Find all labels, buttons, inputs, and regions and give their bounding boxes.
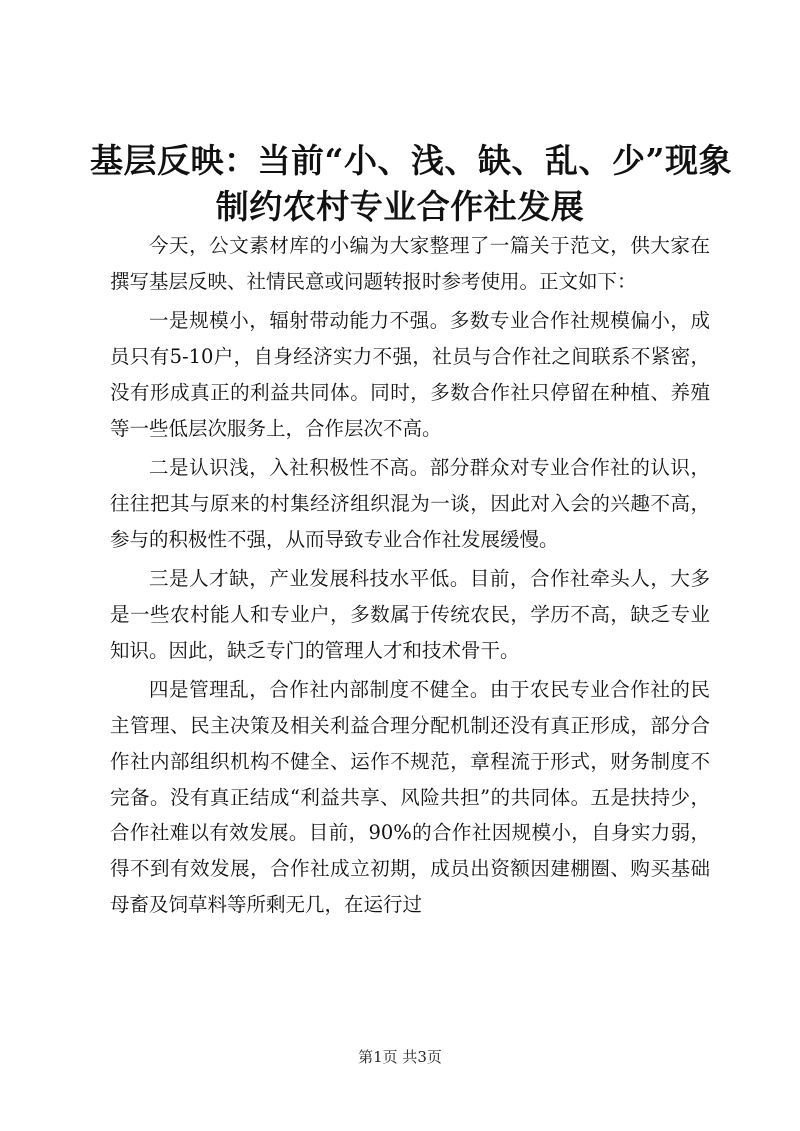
paragraph-point-4: 四是管理乱，合作社内部制度不健全。由于农民专业合作社的民主管理、民主决策及相关利益合理分配机制还没有真正形成，部分合作社内部组织机构不健全、运作不规范，章程流于形式，财务制度不完备。没有真正结成“利益共享、风险共担”的共同体。五是扶持少，合作社难以有效发展。目前，90%的合作社因规模小，自身实力弱，得不到有效发展，合作社成立初期，成员出资额因建棚圈、购买基础母畜及饲草料等所剩无几，在运行过 <box>110 678 710 916</box>
document-title <box>90 138 732 230</box>
title-line-1: 基层反映：当前“小、浅、缺、乱、少”现象 <box>90 141 732 180</box>
page-number-footer: 第1页 共3页 <box>358 1048 442 1066</box>
paragraph-intro: 今天，公文素材库的小编为大家整理了一篇关于范文，供大家在撰写基层反映、社情民意或问题转报时参考使用。正文如下： <box>110 234 710 293</box>
document-body <box>110 228 710 926</box>
paragraph-point-2: 二是认识浅，入社积极性不高。部分群众对专业合作社的认识，往往把其与原来的村集经济组织混为一谈，因此对入会的兴趣不高，参与的积极性不强，从而导致专业合作社发展缓慢。 <box>110 456 710 551</box>
paragraph-point-1: 一是规模小，辐射带动能力不强。多数专业合作社规模偏小，成员只有5-10户，自身经济实力不强，社员与合作社之间联系不紧密，没有形成真正的利益共同体。同时，多数合作社只停留在种植、养殖等一些低层次服务上，合作层次不高。 <box>110 309 710 440</box>
title-line-2: 制约农村专业合作社发展 <box>215 187 585 226</box>
paragraph-point-3: 三是人才缺，产业发展科技水平低。目前，合作社牵头人，大多是一些农村能人和专业户，多数属于传统农民，学历不高，缺乏专业知识。因此，缺乏专门的管理人才和技术骨干。 <box>110 567 710 662</box>
